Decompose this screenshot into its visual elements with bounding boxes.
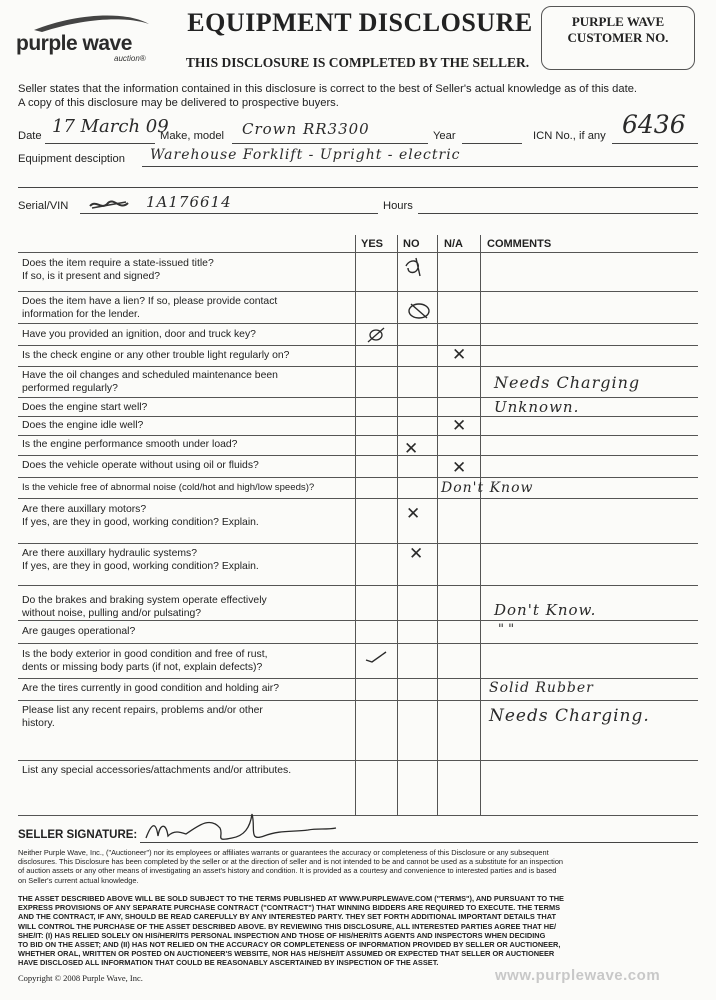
row-divider <box>18 543 698 544</box>
col-divider-yes <box>355 235 356 815</box>
terms-line: TO BID ON THE ASSET; AND (II) HAS NOT RELIED ON THE ACCURACY OR COMPLETENESS OF INFORMATION PROVIDED BY SELLER OR AUCTIONEER, <box>18 940 561 950</box>
question-row <box>22 547 259 573</box>
icn-label: ICN No., if any <box>533 130 606 142</box>
icn-value: 6436 <box>622 110 686 139</box>
question-text: Is the engine performance smooth under load? <box>22 439 238 450</box>
date-field[interactable] <box>45 143 155 144</box>
question-row <box>22 704 263 730</box>
question-row <box>22 369 278 395</box>
row-divider <box>18 366 698 367</box>
question-text: Does the vehicle operate without using oil or fluids? <box>22 460 259 471</box>
question-text: dents or missing body parts (if not, explain defects)? <box>22 662 263 673</box>
question-row <box>22 295 277 321</box>
question-text: without noise, pulling and/or pulsating? <box>22 608 202 619</box>
question-text: performed regularly? <box>22 383 118 394</box>
no-mark-x-icon[interactable]: ✕ <box>406 504 421 524</box>
no-mark-icon[interactable] <box>400 254 434 278</box>
comment-text: Don't Know <box>441 480 534 496</box>
question-text: If yes, are they in good, working condition? Explain. <box>22 561 259 572</box>
disclaimer-line: Neither Purple Wave, Inc., ("Auctioneer") nor its employees or affiliates warrants or guarantees the accuracy or completeness of this Disclosure or any subsequent <box>18 848 549 857</box>
question-text: Do the brakes and braking system operate effectively <box>22 595 267 606</box>
question-text: Are there auxillary hydraulic systems? <box>22 548 197 559</box>
intro-text <box>18 82 698 110</box>
terms-line: HAVE DISCLOSED ALL INFORMATION THAT COULD BE REASONABLY ASCERTAINED BY INSPECTION OF THE ASSET. <box>18 958 439 968</box>
copyright-text: Copyright © 2008 Purple Wave, Inc. <box>18 973 143 983</box>
website-watermark: www.purplewave.com <box>495 967 661 984</box>
icn-field[interactable] <box>612 143 698 144</box>
terms-line: AND THE CONTRACT, IF ANY, SHOULD BE READ CAREFULLY BY ANY INTERESTED PARTY. THEY SET FORTH ADDITIONAL IMPORTANT DETAILS THAT <box>18 912 557 922</box>
comment-text: Don't Know. <box>494 601 597 619</box>
desc-value: Warehouse Forklift - Upright - electric <box>150 147 461 163</box>
question-text: Does the item require a state-issued title? <box>22 258 214 269</box>
question-row <box>22 625 135 638</box>
disclaimer-line: of auction assets or any other means of investigating an asset's history and condition. It is provided as a courtesy and convenience to interested parties and is based <box>18 866 557 876</box>
disclaimer-line: on Seller's current actual knowledge. <box>18 875 139 885</box>
question-row <box>22 594 267 620</box>
yes-mark-icon[interactable] <box>364 326 388 344</box>
terms-line: WILL CONTROL THE PURCHASE OF THE ASSET DESCRIBED ABOVE. BY REVIEWING THIS DISCLOSURE, ALL INTERESTED PARTIES AGREE THAT HE/ <box>18 921 557 931</box>
question-row <box>22 349 289 362</box>
no-mark-icon[interactable] <box>403 300 435 322</box>
serial-value: 1A176614 <box>146 193 232 211</box>
question-text: history. <box>22 718 55 729</box>
form-subtitle: THIS DISCLOSURE IS COMPLETED BY THE SELLER. <box>185 55 530 70</box>
make-field[interactable] <box>232 143 428 144</box>
question-row <box>22 257 214 283</box>
question-text: If yes, are they in good, working condition? Explain. <box>22 517 259 528</box>
question-text: Does the item have a lien? If so, please provide contact <box>22 296 278 307</box>
desc-field-line2[interactable] <box>18 187 698 188</box>
customer-box-line1: PURPLE WAVE <box>571 14 665 29</box>
form-title: EQUIPMENT DISCLOSURE <box>187 8 533 37</box>
year-label: Year <box>433 130 456 142</box>
no-mark-x-icon[interactable]: ✕ <box>409 544 424 564</box>
row-divider <box>18 397 698 398</box>
row-divider <box>18 620 698 621</box>
row-divider <box>18 477 698 478</box>
desc-field[interactable] <box>142 166 698 167</box>
question-text: Is the vehicle free of abnormal noise (cold/hot and high/low speeds)? <box>22 482 315 493</box>
col-divider-no <box>397 235 398 815</box>
terms-line: THE ASSET DESCRIBED ABOVE WILL BE SOLD SUBJECT TO THE TERMS PUBLISHED AT WWW.PURPLEWAVE.COM ("TERMS"), AND PURSUANT TO THE <box>18 894 564 903</box>
customer-number-box[interactable] <box>541 6 695 70</box>
logo-sub: auction® <box>114 54 146 63</box>
date-label: Date <box>18 130 42 142</box>
row-divider <box>18 291 698 292</box>
seller-signature-image <box>140 808 340 848</box>
row-divider <box>18 455 698 456</box>
question-text: Are the tires currently in good condition and holding air? <box>22 683 280 694</box>
question-row <box>22 481 314 494</box>
question-row <box>22 764 291 777</box>
row-divider <box>18 252 698 253</box>
question-text: Is the body exterior in good condition and free of rust, <box>22 649 268 660</box>
col-header-yes: YES <box>361 238 384 250</box>
disclaimer-text <box>18 848 563 885</box>
question-row <box>22 648 267 674</box>
customer-box-line2: CUSTOMER NO. <box>567 30 669 45</box>
comment-text: Needs Charging. <box>489 706 650 726</box>
row-divider <box>18 700 698 701</box>
hours-label: Hours <box>383 200 413 212</box>
intro-line2: A copy of this disclosure may be delivered to prospective buyers. <box>18 97 339 109</box>
row-divider <box>18 435 698 436</box>
question-text: Have you provided an ignition, door and truck key? <box>22 329 256 340</box>
terms-line: SHE/IT: (I) HAS RELIED SOLELY ON HIS/HER/ITS PERSONAL INSPECTION AND THOSE OF HIS/HER/ITS AGENTS AND INSPECTORS WHEN DECIDING <box>18 930 546 940</box>
na-mark-x-icon[interactable]: ✕ <box>452 416 467 436</box>
serial-field[interactable] <box>80 213 378 214</box>
logo-text: purple wave <box>16 32 132 55</box>
row-divider <box>18 498 698 499</box>
seller-signature-label: SELLER SIGNATURE: <box>18 829 138 841</box>
terms-text <box>18 894 564 968</box>
question-text: information for the lender. <box>22 309 140 320</box>
comment-text: " " <box>498 622 515 637</box>
comment-text: Solid Rubber <box>489 680 594 696</box>
row-divider <box>18 416 698 417</box>
question-row <box>22 438 237 451</box>
comment-text: Unknown. <box>494 398 580 416</box>
question-text: List any special accessories/attachments and/or attributes. <box>22 765 292 776</box>
question-row <box>22 459 259 472</box>
hours-field[interactable] <box>418 213 698 214</box>
row-divider <box>18 585 698 586</box>
col-header-comments: COMMENTS <box>487 238 552 250</box>
intro-line1: Seller states that the information contained in this disclosure is correct to the best of Seller's actual knowledge as of this date. <box>18 83 638 95</box>
col-divider-na <box>437 235 438 815</box>
question-text: Have the oil changes and scheduled maintenance been <box>22 370 278 381</box>
desc-label: Equipment desciption <box>18 153 125 165</box>
comment-text: Needs Charging <box>494 373 641 392</box>
row-divider <box>18 345 698 346</box>
na-mark-x-icon[interactable]: ✕ <box>452 345 467 365</box>
question-row <box>22 328 256 341</box>
make-value: Crown RR3300 <box>242 120 370 138</box>
row-divider <box>18 323 698 324</box>
na-mark-x-icon[interactable]: ✕ <box>452 458 467 478</box>
scribble-mark-icon <box>88 197 132 213</box>
question-text: Please list any recent repairs, problems and/or other <box>22 705 263 716</box>
col-header-no: NO <box>403 238 420 250</box>
make-label: Make, model <box>160 130 225 142</box>
purple-wave-logo <box>14 12 164 63</box>
question-row <box>22 419 143 432</box>
question-row <box>22 503 259 529</box>
question-text: Is the check engine or any other trouble light regularly on? <box>22 350 290 361</box>
col-header-na: N/A <box>444 238 463 250</box>
question-text: Are gauges operational? <box>22 626 136 637</box>
yes-check-icon[interactable] <box>364 650 388 664</box>
terms-line: WHETHER ORAL, WRITTEN OR POSTED ON AUCTIONEER'S WEBSITE, NOR HAS HE/SHE/IT ASSUMED OR EXPECTED THAT SELLER OR AUCTIONEER <box>18 949 555 959</box>
question-text: Does the engine idle well? <box>22 420 144 431</box>
question-text: Does the engine start well? <box>22 402 148 413</box>
row-divider <box>18 760 698 761</box>
disclaimer-line: disclosures. This Disclosure has been completed by the seller or at the direction of seller and is not intended to be and cannot be used as a substitute for an inspection <box>18 857 564 867</box>
question-text: Are there auxillary motors? <box>22 504 147 515</box>
row-divider <box>18 815 698 816</box>
question-row <box>22 401 147 414</box>
serial-label: Serial/VIN <box>18 200 69 212</box>
question-row <box>22 682 279 695</box>
col-divider-comments <box>480 235 481 815</box>
date-value: 17 March 09 <box>52 116 169 137</box>
row-divider <box>18 678 698 679</box>
row-divider <box>18 643 698 644</box>
year-field[interactable] <box>462 143 522 144</box>
terms-line: EXPRESS PROVISIONS OF ANY SEPARATE PURCHASE CONTRACT ("CONTRACT") THAT WINNING BIDDERS ARE REQUIRED TO EXECUTE. THE TERMS <box>18 903 561 913</box>
question-text: If so, is it present and signed? <box>22 271 161 282</box>
no-mark-x-icon[interactable]: ✕ <box>404 439 419 459</box>
